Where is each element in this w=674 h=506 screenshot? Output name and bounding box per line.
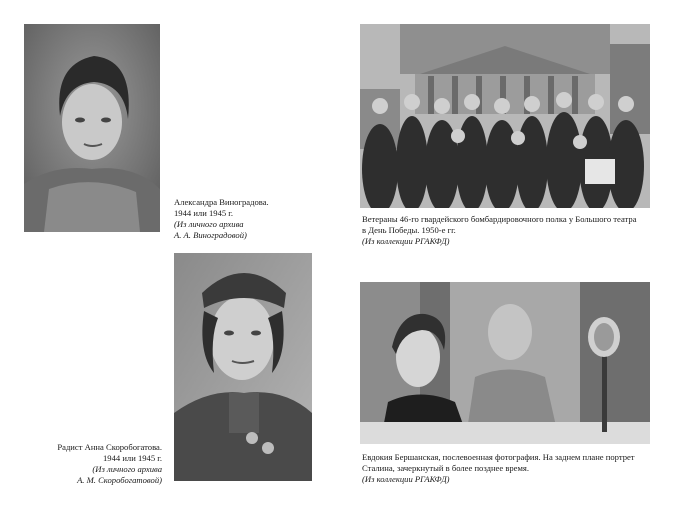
source-line: (Из коллекции РГАКФД) [362,236,450,246]
source-line: (Из личного архива [174,219,244,229]
caption-skorobogatova [48,442,162,486]
caption-line: Ветераны 46-го гвардейского бомбардировочного полка у Большого театра [362,214,637,224]
caption-line: Радист Анна Скоробогатова. [57,442,162,452]
caption-veterans [362,214,637,247]
source-line: (Из личного архива [92,464,162,474]
caption-line: 1944 или 1945 г. [102,453,162,463]
source-line: А. А. Виноградовой) [174,230,247,240]
photo-vinogradova [24,24,160,232]
photo-bershanskaya [360,282,650,444]
caption-line: в День Победы. 1950-е гг. [362,225,456,235]
caption-vinogradova [174,197,269,241]
caption-line: 1944 или 1945 г. [174,208,234,218]
photo-skorobogatova [174,253,312,481]
caption-bershanskaya [362,452,635,485]
photo-veterans-bolshoi [360,24,650,208]
source-line: (Из коллекции РГАКФД) [362,474,450,484]
caption-line: Сталина, зачеркнутый в более позднее время. [362,463,530,473]
source-line: А. М. Скоробогатовой) [77,475,162,485]
caption-line: Александра Виноградова. [174,197,269,207]
caption-line: Евдокия Бершанская, послевоенная фотография. На заднем плане портрет [362,452,635,462]
